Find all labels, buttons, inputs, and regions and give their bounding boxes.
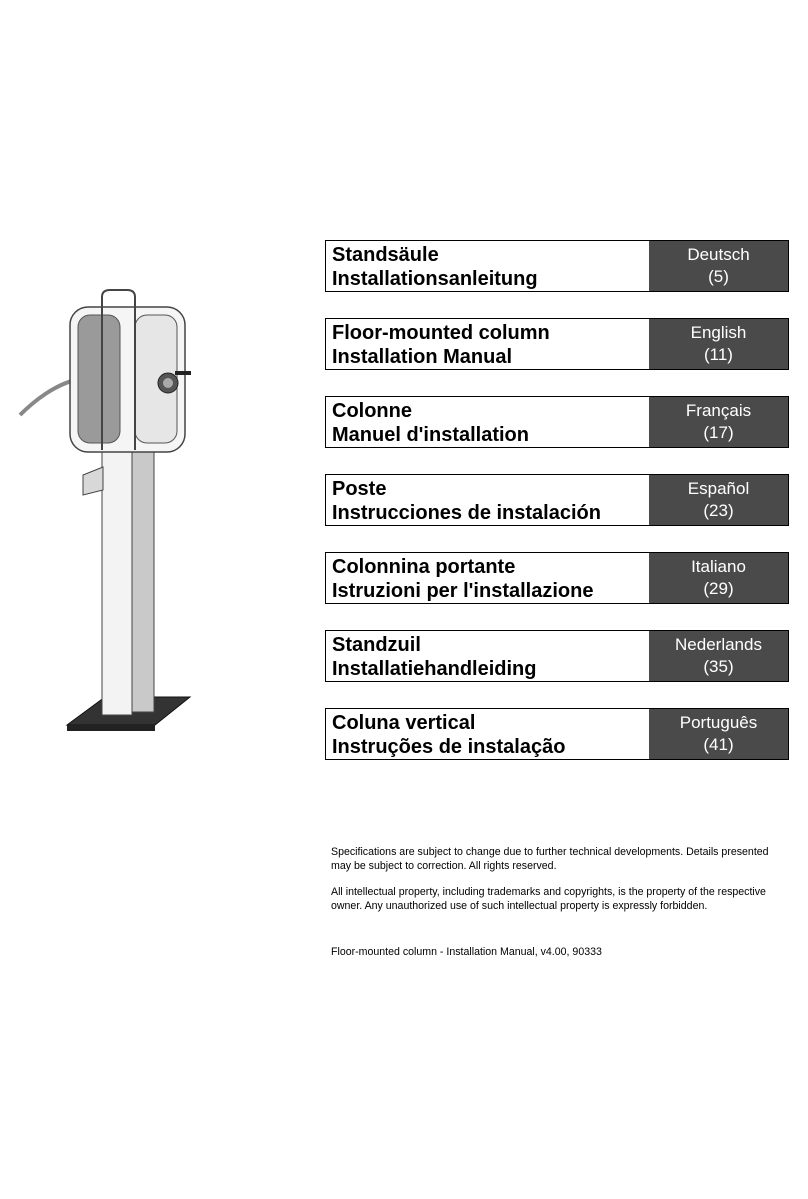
page-reference: (5)	[708, 267, 729, 286]
document-type: Installatiehandleiding	[332, 658, 537, 680]
manual-title	[326, 319, 649, 369]
language-tab	[649, 475, 788, 525]
document-type: Istruzioni per l'installazione	[332, 580, 594, 602]
language-entry-espanol[interactable]	[325, 474, 789, 526]
language-label: Français	[685, 401, 752, 420]
product-name: Floor-mounted column	[332, 322, 550, 344]
page-reference: (35)	[703, 657, 734, 676]
manual-title	[326, 631, 649, 681]
document-reference: Floor-mounted column - Installation Manual, v4.00, 90333	[331, 946, 602, 958]
language-label: Español	[687, 479, 750, 498]
language-tab	[649, 397, 788, 447]
language-entry-english[interactable]	[325, 318, 789, 370]
product-name: Standsäule	[332, 244, 439, 266]
document-type: Installation Manual	[332, 346, 513, 368]
language-label: Deutsch	[687, 245, 750, 264]
language-label: Nederlands	[675, 635, 762, 654]
manual-title	[326, 397, 649, 447]
manual-title	[326, 241, 649, 291]
document-type: Manuel d'installation	[332, 424, 529, 446]
document-type: Instrucciones de instalación	[332, 502, 601, 524]
language-entry-deutsch[interactable]	[325, 240, 789, 292]
page-reference: (29)	[703, 579, 734, 598]
language-entry-portugues[interactable]	[325, 708, 789, 760]
product-name: Colonnina portante	[332, 556, 516, 578]
language-tab	[649, 319, 788, 369]
language-tab	[649, 631, 788, 681]
language-tab	[649, 709, 788, 759]
intellectual-property-notice: All intellectual property, including trademarks and copyrights, is the property of the respective owner. Any unauthorized use of such intellectual property is expressly forbidden.	[331, 886, 766, 912]
manual-title	[326, 709, 649, 759]
product-name: Colonne	[332, 400, 412, 422]
language-label: Italiano	[691, 557, 746, 576]
language-index	[325, 240, 789, 786]
manual-title	[326, 475, 649, 525]
product-name: Standzuil	[332, 634, 421, 656]
document-type: Installationsanleitung	[332, 268, 538, 290]
language-tab	[649, 241, 788, 291]
floor-column-charger-illustration	[15, 285, 225, 745]
legal-notes	[331, 845, 781, 925]
page-reference: (41)	[703, 735, 734, 754]
language-entry-italiano[interactable]	[325, 552, 789, 604]
document-type: Instruções de instalação	[332, 736, 566, 758]
language-label: English	[690, 323, 747, 342]
page-reference: (11)	[704, 345, 733, 364]
manual-title	[326, 553, 649, 603]
page-reference: (17)	[703, 423, 734, 442]
language-tab	[649, 553, 788, 603]
language-entry-francais[interactable]	[325, 396, 789, 448]
product-name: Poste	[332, 478, 387, 500]
language-entry-nederlands[interactable]	[325, 630, 789, 682]
page-reference: (23)	[703, 501, 734, 520]
product-name: Coluna vertical	[332, 712, 476, 734]
language-label: Português	[679, 713, 758, 732]
specifications-notice: Specifications are subject to change due to further technical developments. Details presented may be subject to correction. All rights reserved.	[331, 846, 769, 872]
